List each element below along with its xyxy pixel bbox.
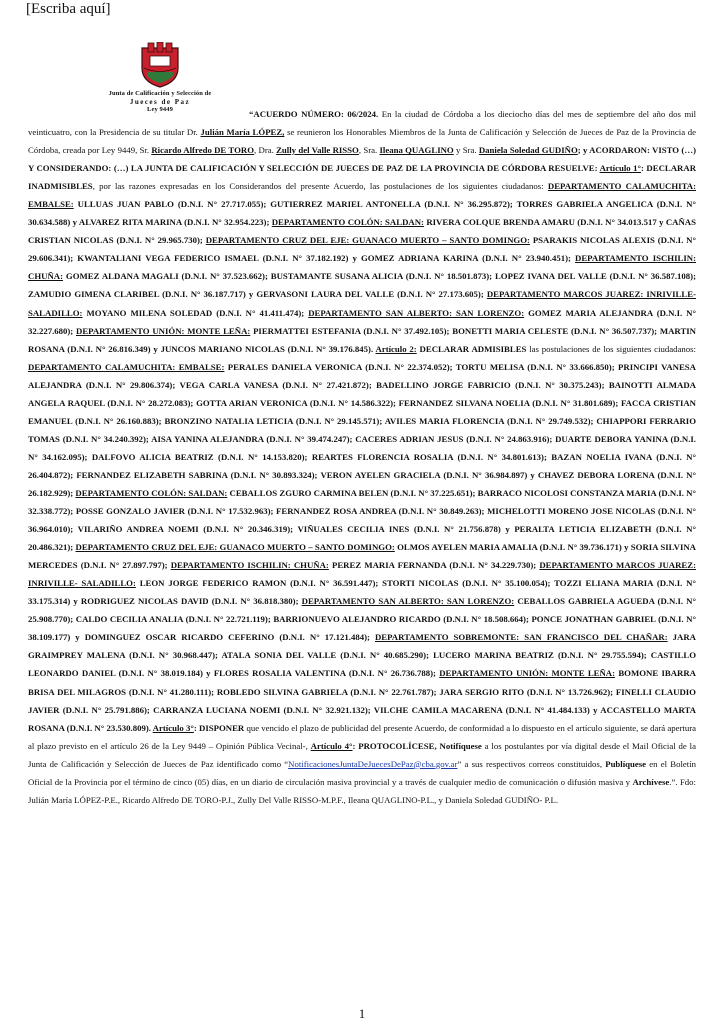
candidate-list: PSARAKIS NICOLAS ALEXIS (D.N.I. N° 29.606.341); KWANTALIANI VEGA FEDERICO ISMAEL (D.N.I. N° 37.182.192) y GOMEZ ADRIANA KARINA (D.N.I. N° 23.940.451); xyxy=(28,235,696,264)
article-label: Artículo 1° xyxy=(599,163,642,174)
member-name: Zully del Valle RISSO xyxy=(276,145,359,156)
page-number: 1 xyxy=(358,1006,366,1021)
candidate-list: CEBALLOS ZGURO CARMINA BELEN (D.N.I. N° 37.225.651); BARRACO NICOLOSI CONSTANZA MARIA (D.N.I. N° 32.338.772); POSSE GONZALO JAVIER (D.N.I. N° 17.532.963); FERNANDEZ ROSA ANDREA (D.N.I. N° 30.849.263); MICHELOTTI MORENO JOSE NICOLAS (D.N.I. N° 36.964.010); VILARIÑO ANDREA NOEMI (D.N.I. N° 20.346.319); VIÑUALES CECILIA INES (D.N.I. N° 21.756.878) y PERALTA LETICIA ELIZABETH (D.N.I. N° 20.486.321); xyxy=(28,487,696,553)
department-heading: DEPARTAMENTO COLÓN: SALDAN: xyxy=(271,217,424,228)
department-heading: DEPARTAMENTO SOBREMONTE: SAN FRANCISCO DEL CHAÑAR: xyxy=(374,632,668,643)
text-segment: , por las razones expresadas en los Considerandos del presente Acuerdo, las postulaciones de los siguientes ciudadanos: xyxy=(92,181,548,192)
candidate-list: GOMEZ MARIA ALEJANDRA (D.N.I. N° 32.227.680); xyxy=(28,307,697,336)
candidate-list: MOYANO MILENA SOLEDAD (D.N.I. N° 41.411.474); xyxy=(82,307,309,318)
member-name: Daniela Soledad GUDIÑO xyxy=(478,145,578,156)
candidate-list: JARA GRAIMPREY MALENA (D.N.I. N° 30.968.447); ATALA SONIA DEL VALLE (D.N.I. N° 40.685.290); LUCERO MARINA BEATRIZ (D.N.I. N° 29.755.594); CASTILLO LEONARDO DANIEL (D.N.I. N° 38.019.184) y FLORES ROSALIA VALENTINA (D.N.I. N° 26.736.788); xyxy=(28,632,696,679)
logo-line-3: Ley 9449 xyxy=(147,106,173,113)
candidate-list: ULLUAS JUAN PABLO (D.N.I. N° 27.717.055); GUTIERREZ MARIEL ANTONELLA (D.N.I. N° 36.295.872); TORRES GABRIELA ANGELICA (D.N.I. N° 30.634.588) y ALVAREZ RITA MARINA (D.N.I. N° 32.954.223); xyxy=(28,199,696,228)
department-heading: DEPARTAMENTO MARCOS JUAREZ: INRIVILLE-SALADILLO: xyxy=(28,289,696,318)
logo-line-2: Jueces de Paz xyxy=(129,98,191,106)
candidate-list: RIVERA COLQUE BRENDA AMARU (D.N.I. N° 34.013.517 y CAÑAS CRISTIAN NICOLAS (D.N.I. N° 29.965.730); xyxy=(28,217,696,246)
article-label: Artículo 4° xyxy=(310,740,353,751)
candidate-list: PEREZ MARIA FERNANDA (D.N.I. N° 34.229.730); xyxy=(328,560,540,571)
department-heading: DEPARTAMENTO CALAMUCHITA: EMBALSE: xyxy=(28,181,697,210)
article-action: : PROTOCOLÍCESE xyxy=(352,740,435,751)
text-segment: , Dra. xyxy=(254,145,277,156)
candidate-list: BOMONE IBARRA BRISA DEL MILAGROS (D.N.I. N° 41.280.111); ROBLEDO SILVINA GABRIELA (D.N.I. N° 22.761.787); JARA SERGIO RITO (D.N.I. N° 13.726.962); FINELLI CLAUDIO JAVIER (D.N.I. N° 25.791.886); CARRANZA LUCIANA NOEMI (D.N.I. N° 32.921.132); VILCHE CAMILA MACARENA (D.N.I. N° 41.484.133) y ACCASTELLO MARTA ROSANA (D.N.I. N° 23.530.809). xyxy=(28,668,696,733)
candidate-list: LEON JORGE FEDERICO RAMON (D.N.I. N° 36.591.447); STORTI NICOLAS (D.N.I. N° 35.100.054); TOZZI ELIANA MARIA (D.N.I. N° 33.175.314) y RODRIGUEZ NICOLAS DAVID (D.N.I. N° 36.818.380); xyxy=(28,578,696,607)
department-heading: DEPARTAMENTO UNIÓN: MONTE LEÑA: xyxy=(439,668,616,679)
crest-icon xyxy=(138,42,182,88)
acuerdo-body xyxy=(28,105,696,809)
acuerdo-number: “ACUERDO NÚMERO: 06/2024. xyxy=(249,109,379,119)
candidate-list: PIERMATTEI ESTEFANIA (D.N.I. N° 37.492.105); BONETTI MARIA CELESTE (D.N.I. N° 36.507.737); MARTIN ROSANA (D.N.I. N° 26.816.349) y JUNCOS MARIANO NICOLAS (D.N.I. N° 39.176.845). xyxy=(28,325,697,354)
department-heading: DEPARTAMENTO SAN ALBERTO: SAN LORENZO: xyxy=(301,596,515,607)
department-heading: DEPARTAMENTO CRUZ DEL EJE: GUANACO MUERTO – SANTO DOMINGO: xyxy=(205,235,530,246)
article-action: : DECLARAR INADMISIBLES xyxy=(28,163,697,192)
article-action: : DISPONER xyxy=(193,722,245,733)
department-heading: DEPARTAMENTO ISCHILIN: CHUÑA: xyxy=(28,253,696,282)
department-heading: DEPARTAMENTO COLÓN: SALDAN: xyxy=(75,487,228,498)
article-action: , Notifíquese xyxy=(434,740,482,751)
text-segment: En la ciudad de Córdoba a los dieciocho días del mes de septiembre del año dos mil veinticuatro, con la Presidencia de su titular Dr. xyxy=(28,109,696,138)
logo-line-1: Junta de Calificación y Selección de xyxy=(108,90,212,97)
text-segment: que vencido el plazo de publicidad del presente Acuerdo, de conformidad a lo dispuesto en el artículo siguiente, se dará apertura al plazo previsto en el artículo 26 de la Ley 9449 – Opinión Pública Vecinal-, xyxy=(28,722,697,751)
notification-email-link[interactable]: NotificacionesJuntaDeJuecesDePaz@cba.gov.ar xyxy=(288,758,458,769)
text-segment: se reunieron los Honorables Miembros de la Junta de Calificación y Selección de Jueces de Paz de la Provincia de Córdoba, creada por Ley 9449, Sr. xyxy=(28,127,697,156)
signatures-text: .”. Fdo: Julián María LÓPEZ-P.E., Ricardo Alfredo DE TORO-P.J., Zully Del Valle RISSO-M.P.F., Ileana QUAGLINO-P.L., y Daniela Soledad GUDIÑO- P.L. xyxy=(28,776,696,805)
text-segment: las postulaciones de los siguientes ciudadanos: xyxy=(526,343,696,354)
text-segment: a los postulantes por vía digital desde el Mail Oficial de la Junta de Calificación y Selección de Jueces de Paz identificado como “ xyxy=(28,740,696,769)
institution-logo xyxy=(60,42,260,114)
department-heading: DEPARTAMENTO CALAMUCHITA: EMBALSE: xyxy=(28,361,225,372)
article-label: Artículo 2: xyxy=(375,343,417,354)
article-label: Artículo 3° xyxy=(152,722,194,733)
department-heading: DEPARTAMENTO MARCOS JUAREZ: INRIVILLE- SALADILLO: xyxy=(28,560,697,589)
department-heading: DEPARTAMENTO SAN ALBERTO: SAN LORENZO: xyxy=(308,307,525,318)
article-action: Publíquese xyxy=(605,758,647,769)
member-name: Ricardo Alfredo DE TORO xyxy=(151,145,255,156)
candidate-list: PERALES DANIELA VERONICA (D.N.I. N° 22.374.052); TORTU MELISA (D.N.I. N° 33.666.850); PRINCIPI VANESA ALEJANDRA (D.N.I. N° 29.806.374); VEGA CARLA VANESA (D.N.I. N° 27.421.872); BADELLINO JORGE FABRICIO (D.N.I. N° 30.375.243); BAINOTTI ALMADA ANGELA RAQUEL (D.N.I. N° 28.272.083); GOTTA ARIAN VERONICA (D.N.I. N° 14.586.322); FERNANDEZ SILVANA NOELIA (D.N.I. N° 31.801.689); FACCA CRISTIAN EMANUEL (D.N.I. N° 26.160.883); BRONZINO NATALIA LETICIA (D.N.I. N° 29.145.571); AVILES MARIA FLORENCIA (D.N.I. N° 29.749.532); CHIAPPORI FERRARIO TOMAS (D.N.I. N° 34.240.392); AISA YANINA ALEJANDRA (D.N.I. N° 39.474.247); CACERES ADRIAN JESUS (D.N.I. N° 24.863.916); DUARTE DEBORA YANINA (D.N.I. N° 34.162.095); DALFOVO ALICIA BEATRIZ (D.N.I. N° 14.153.820); REARTES FLORENCIA ROSALIA (D.N.I. N° 34.801.613); BAZAN NOELIA IVANA (D.N.I. N° 26.404.872); FERNANDEZ ELIZABETH SABRINA (D.N.I. N° 30.893.324); VERON AYELEN GRACIELA (D.N.I. N° 36.984.897) y CHAVEZ DEBORA LORENA (D.N.I. N° 26.182.929); xyxy=(28,361,696,498)
member-name: Ileana QUAGLINO xyxy=(379,145,454,156)
candidate-list: OLMOS AYELEN MARIA AMALIA (D.N.I. N° 39.736.171) y SORIA SILVINA MERCEDES (D.N.I. N° 27.897.797); xyxy=(28,542,696,571)
department-heading: DEPARTAMENTO CRUZ DEL EJE: GUANACO MUERTO – SANTO DOMINGO: xyxy=(75,542,395,553)
text-segment: y Sra. xyxy=(453,145,479,156)
candidate-list: CEBALLOS GABRIELA AGUEDA (D.N.I. N° 25.908.770); CALDO CECILIA ANALIA (D.N.I. N° 22.721.119); BARRIONUEVO ALEJANDRO RICARDO (D.N.I. N° 18.508.664); PONCE JONATHAN GABRIEL (D.N.I. N° 38.109.177) y DOMINGUEZ OSCAR RICARDO CEFERINO (D.N.I. N° 17.121.484); xyxy=(28,596,696,643)
department-heading: DEPARTAMENTO UNIÓN: MONTE LEÑA: xyxy=(76,325,251,336)
article-action: DECLARAR ADMISIBLES xyxy=(416,343,527,354)
text-segment: en el Boletín Oficial de la Provincia por el término de cinco (05) días, en un diario de circulación masiva provincial y a través de cualquier medio de comunicación o difusión masiva y xyxy=(28,758,697,787)
header-placeholder: [Escriba aquí] xyxy=(26,1,111,17)
article-action: Archívese xyxy=(632,776,670,787)
department-heading: DEPARTAMENTO ISCHILIN: CHUÑA: xyxy=(170,560,329,571)
president-name: Julián María LÓPEZ, xyxy=(200,127,285,138)
candidate-list: GOMEZ ALDANA MAGALI (D.N.I. N° 37.523.662); BUSTAMANTE SUSANA ALICIA (D.N.I. N° 18.501.873); LOPEZ IVANA DEL VALLE (D.N.I. N° 36.587.108); ZAMUDIO GIMENA CLARIBEL (D.N.I. N° 36.187.717) y GERVASONI LAURA DEL VALLE (D.N.I. N° 27.173.605); xyxy=(28,271,696,300)
text-segment: ” a sus respectivos correos constituidos, xyxy=(457,758,606,769)
resolution-heading: ; y ACORDARON: VISTO (…) Y CONSIDERANDO: (…) LA JUNTA DE CALIFICACIÓN Y SELECCIÓN DE JUECES DE PAZ DE LA PROVINCIA DE CÓRDOBA RESUELVE: xyxy=(28,145,696,174)
text-segment: , Sra. xyxy=(358,145,380,156)
